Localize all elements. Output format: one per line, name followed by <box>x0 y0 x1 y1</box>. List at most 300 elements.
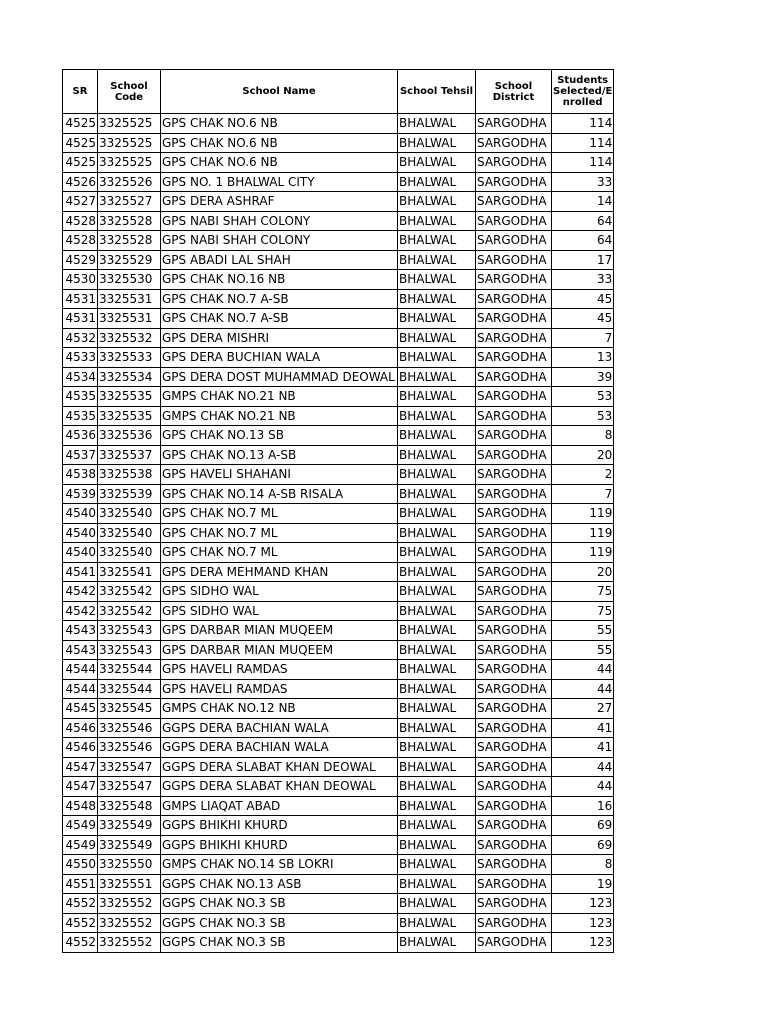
cell-sr: 4533 <box>63 348 98 368</box>
cell-school-tehsil: BHALWAL <box>398 582 476 602</box>
cell-students: 14 <box>552 192 614 212</box>
cell-school-tehsil: BHALWAL <box>398 640 476 660</box>
table-row <box>63 933 614 953</box>
cell-sr: 4540 <box>63 504 98 524</box>
cell-school-name: GPS CHAK NO.6 NB <box>161 114 398 134</box>
cell-students: 41 <box>552 738 614 758</box>
cell-school-tehsil: BHALWAL <box>398 504 476 524</box>
cell-school-name: GMPS CHAK NO.21 NB <box>161 387 398 407</box>
cell-students: 119 <box>552 504 614 524</box>
cell-school-tehsil: BHALWAL <box>398 718 476 738</box>
cell-school-code: 3325547 <box>98 757 161 777</box>
cell-sr: 4550 <box>63 855 98 875</box>
cell-school-district: SARGODHA <box>476 231 552 251</box>
cell-students: 45 <box>552 309 614 329</box>
cell-sr: 4536 <box>63 426 98 446</box>
cell-sr: 4542 <box>63 601 98 621</box>
cell-sr: 4544 <box>63 660 98 680</box>
cell-school-name: GPS CHAK NO.7 A-SB <box>161 309 398 329</box>
cell-sr: 4546 <box>63 718 98 738</box>
table-row <box>63 309 614 329</box>
cell-school-code: 3325542 <box>98 601 161 621</box>
cell-school-district: SARGODHA <box>476 640 552 660</box>
table-row <box>63 718 614 738</box>
cell-students: 33 <box>552 270 614 290</box>
cell-school-tehsil: BHALWAL <box>398 192 476 212</box>
cell-school-code: 3325540 <box>98 523 161 543</box>
cell-sr: 4539 <box>63 484 98 504</box>
cell-sr: 4530 <box>63 270 98 290</box>
cell-students: 44 <box>552 777 614 797</box>
cell-students: 69 <box>552 816 614 836</box>
cell-school-code: 3325533 <box>98 348 161 368</box>
cell-school-tehsil: BHALWAL <box>398 484 476 504</box>
cell-students: 123 <box>552 913 614 933</box>
cell-students: 123 <box>552 894 614 914</box>
cell-school-tehsil: BHALWAL <box>398 816 476 836</box>
cell-school-district: SARGODHA <box>476 406 552 426</box>
cell-sr: 4548 <box>63 796 98 816</box>
cell-school-district: SARGODHA <box>476 855 552 875</box>
cell-students: 16 <box>552 796 614 816</box>
cell-school-name: GPS CHAK NO.14 A-SB RISALA <box>161 484 398 504</box>
cell-school-district: SARGODHA <box>476 582 552 602</box>
cell-school-code: 3325527 <box>98 192 161 212</box>
cell-school-district: SARGODHA <box>476 504 552 524</box>
cell-students: 13 <box>552 348 614 368</box>
cell-school-code: 3325539 <box>98 484 161 504</box>
cell-school-name: GPS CHAK NO.6 NB <box>161 133 398 153</box>
cell-school-name: GPS CHAK NO.7 ML <box>161 504 398 524</box>
table-row <box>63 192 614 212</box>
table-row <box>63 114 614 134</box>
cell-school-name: GMPS LIAQAT ABAD <box>161 796 398 816</box>
table-row <box>63 816 614 836</box>
cell-sr: 4543 <box>63 621 98 641</box>
cell-school-code: 3325531 <box>98 309 161 329</box>
cell-students: 75 <box>552 582 614 602</box>
schools-table <box>62 69 614 953</box>
table-row <box>63 699 614 719</box>
cell-school-name: GPS DERA ASHRAF <box>161 192 398 212</box>
cell-school-tehsil: BHALWAL <box>398 133 476 153</box>
cell-school-district: SARGODHA <box>476 933 552 953</box>
cell-students: 44 <box>552 679 614 699</box>
cell-school-code: 3325535 <box>98 406 161 426</box>
table-row <box>63 211 614 231</box>
cell-school-code: 3325537 <box>98 445 161 465</box>
cell-school-name: GPS DERA DOST MUHAMMAD DEOWAL <box>161 367 398 387</box>
table-row <box>63 660 614 680</box>
table-row <box>63 465 614 485</box>
cell-students: 55 <box>552 621 614 641</box>
table-header <box>63 70 614 114</box>
cell-school-tehsil: BHALWAL <box>398 231 476 251</box>
cell-school-code: 3325525 <box>98 153 161 173</box>
cell-sr: 4544 <box>63 679 98 699</box>
cell-school-tehsil: BHALWAL <box>398 114 476 134</box>
cell-school-district: SARGODHA <box>476 309 552 329</box>
cell-students: 123 <box>552 933 614 953</box>
cell-sr: 4526 <box>63 172 98 192</box>
cell-school-tehsil: BHALWAL <box>398 757 476 777</box>
cell-school-code: 3325543 <box>98 621 161 641</box>
table-row <box>63 406 614 426</box>
header-row <box>63 70 614 114</box>
table-row <box>63 445 614 465</box>
cell-school-code: 3325544 <box>98 679 161 699</box>
cell-school-name: GGPS BHIKHI KHURD <box>161 835 398 855</box>
cell-school-district: SARGODHA <box>476 796 552 816</box>
cell-sr: 4525 <box>63 133 98 153</box>
cell-students: 20 <box>552 562 614 582</box>
cell-school-district: SARGODHA <box>476 426 552 446</box>
cell-students: 17 <box>552 250 614 270</box>
cell-school-district: SARGODHA <box>476 562 552 582</box>
header-school-name: School Name <box>161 70 398 114</box>
cell-school-code: 3325552 <box>98 933 161 953</box>
cell-school-tehsil: BHALWAL <box>398 270 476 290</box>
cell-sr: 4525 <box>63 153 98 173</box>
table-row <box>63 348 614 368</box>
cell-students: 64 <box>552 211 614 231</box>
cell-school-tehsil: BHALWAL <box>398 601 476 621</box>
cell-school-name: GPS NABI SHAH COLONY <box>161 231 398 251</box>
cell-school-tehsil: BHALWAL <box>398 367 476 387</box>
cell-school-code: 3325545 <box>98 699 161 719</box>
cell-school-district: SARGODHA <box>476 328 552 348</box>
cell-sr: 4543 <box>63 640 98 660</box>
cell-school-tehsil: BHALWAL <box>398 621 476 641</box>
cell-school-district: SARGODHA <box>476 172 552 192</box>
cell-school-name: GMPS CHAK NO.14 SB LOKRI <box>161 855 398 875</box>
cell-students: 114 <box>552 153 614 173</box>
cell-school-district: SARGODHA <box>476 153 552 173</box>
cell-sr: 4531 <box>63 309 98 329</box>
cell-school-tehsil: BHALWAL <box>398 738 476 758</box>
cell-school-district: SARGODHA <box>476 192 552 212</box>
cell-school-district: SARGODHA <box>476 114 552 134</box>
cell-school-name: GGPS DERA SLABAT KHAN DEOWAL <box>161 777 398 797</box>
cell-school-tehsil: BHALWAL <box>398 835 476 855</box>
table-row <box>63 835 614 855</box>
cell-school-name: GPS SIDHO WAL <box>161 601 398 621</box>
cell-school-district: SARGODHA <box>476 387 552 407</box>
cell-school-name: GGPS DERA SLABAT KHAN DEOWAL <box>161 757 398 777</box>
cell-sr: 4529 <box>63 250 98 270</box>
cell-school-tehsil: BHALWAL <box>398 777 476 797</box>
cell-school-code: 3325532 <box>98 328 161 348</box>
cell-sr: 4552 <box>63 913 98 933</box>
cell-school-name: GGPS CHAK NO.3 SB <box>161 913 398 933</box>
cell-school-district: SARGODHA <box>476 679 552 699</box>
cell-school-tehsil: BHALWAL <box>398 660 476 680</box>
table-row <box>63 582 614 602</box>
cell-school-tehsil: BHALWAL <box>398 543 476 563</box>
cell-school-district: SARGODHA <box>476 133 552 153</box>
cell-school-code: 3325549 <box>98 835 161 855</box>
cell-students: 20 <box>552 445 614 465</box>
cell-school-district: SARGODHA <box>476 543 552 563</box>
cell-school-name: GMPS CHAK NO.21 NB <box>161 406 398 426</box>
cell-school-name: GPS CHAK NO.7 A-SB <box>161 289 398 309</box>
table-row <box>63 757 614 777</box>
cell-students: 7 <box>552 484 614 504</box>
cell-students: 114 <box>552 133 614 153</box>
cell-students: 8 <box>552 426 614 446</box>
cell-school-district: SARGODHA <box>476 738 552 758</box>
cell-school-tehsil: BHALWAL <box>398 426 476 446</box>
cell-school-district: SARGODHA <box>476 894 552 914</box>
table-row <box>63 894 614 914</box>
cell-sr: 4549 <box>63 816 98 836</box>
cell-school-tehsil: BHALWAL <box>398 153 476 173</box>
header-school-district: School District <box>476 70 552 114</box>
cell-school-name: GGPS BHIKHI KHURD <box>161 816 398 836</box>
cell-school-name: GPS NABI SHAH COLONY <box>161 211 398 231</box>
cell-sr: 4531 <box>63 289 98 309</box>
header-students: Students Selected/E nrolled <box>552 70 614 114</box>
table-row <box>63 426 614 446</box>
cell-sr: 4540 <box>63 523 98 543</box>
table-row <box>63 153 614 173</box>
cell-school-code: 3325546 <box>98 738 161 758</box>
cell-school-code: 3325547 <box>98 777 161 797</box>
cell-school-code: 3325525 <box>98 114 161 134</box>
cell-school-code: 3325549 <box>98 816 161 836</box>
cell-school-tehsil: BHALWAL <box>398 406 476 426</box>
cell-students: 39 <box>552 367 614 387</box>
cell-students: 64 <box>552 231 614 251</box>
cell-school-code: 3325542 <box>98 582 161 602</box>
cell-school-name: GPS CHAK NO.7 ML <box>161 543 398 563</box>
cell-school-tehsil: BHALWAL <box>398 894 476 914</box>
cell-school-code: 3325548 <box>98 796 161 816</box>
cell-school-name: GPS CHAK NO.13 SB <box>161 426 398 446</box>
cell-school-code: 3325546 <box>98 718 161 738</box>
table-row <box>63 289 614 309</box>
cell-school-code: 3325540 <box>98 543 161 563</box>
cell-sr: 4538 <box>63 465 98 485</box>
cell-school-code: 3325543 <box>98 640 161 660</box>
cell-sr: 4547 <box>63 757 98 777</box>
cell-school-code: 3325526 <box>98 172 161 192</box>
cell-school-district: SARGODHA <box>476 250 552 270</box>
cell-school-name: GPS CHAK NO.6 NB <box>161 153 398 173</box>
cell-sr: 4540 <box>63 543 98 563</box>
cell-school-name: GGPS CHAK NO.3 SB <box>161 894 398 914</box>
cell-sr: 4528 <box>63 231 98 251</box>
cell-school-district: SARGODHA <box>476 523 552 543</box>
cell-school-name: GGPS CHAK NO.13 ASB <box>161 874 398 894</box>
cell-students: 119 <box>552 543 614 563</box>
cell-school-name: GPS HAVELI SHAHANI <box>161 465 398 485</box>
cell-school-district: SARGODHA <box>476 913 552 933</box>
cell-school-name: GPS CHAK NO.7 ML <box>161 523 398 543</box>
table-body <box>63 114 614 953</box>
cell-students: 119 <box>552 523 614 543</box>
cell-school-district: SARGODHA <box>476 757 552 777</box>
cell-school-name: GPS ABADI LAL SHAH <box>161 250 398 270</box>
table-row <box>63 738 614 758</box>
cell-school-district: SARGODHA <box>476 348 552 368</box>
cell-students: 53 <box>552 406 614 426</box>
header-school-tehsil: School Tehsil <box>398 70 476 114</box>
cell-school-tehsil: BHALWAL <box>398 699 476 719</box>
cell-students: 33 <box>552 172 614 192</box>
cell-sr: 4528 <box>63 211 98 231</box>
cell-school-name: GPS DERA BUCHIAN WALA <box>161 348 398 368</box>
table-row <box>63 250 614 270</box>
cell-school-name: GPS DARBAR MIAN MUQEEM <box>161 621 398 641</box>
table-row <box>63 855 614 875</box>
cell-school-tehsil: BHALWAL <box>398 562 476 582</box>
table-row <box>63 562 614 582</box>
table-row <box>63 621 614 641</box>
cell-school-district: SARGODHA <box>476 777 552 797</box>
table-row <box>63 484 614 504</box>
cell-school-district: SARGODHA <box>476 445 552 465</box>
table-row <box>63 367 614 387</box>
table-row <box>63 640 614 660</box>
cell-school-name: GPS HAVELI RAMDAS <box>161 679 398 699</box>
cell-students: 8 <box>552 855 614 875</box>
cell-school-tehsil: BHALWAL <box>398 309 476 329</box>
cell-school-district: SARGODHA <box>476 211 552 231</box>
cell-sr: 4541 <box>63 562 98 582</box>
cell-school-code: 3325552 <box>98 913 161 933</box>
cell-sr: 4551 <box>63 874 98 894</box>
table-row <box>63 328 614 348</box>
cell-school-tehsil: BHALWAL <box>398 387 476 407</box>
cell-school-code: 3325538 <box>98 465 161 485</box>
cell-school-code: 3325552 <box>98 894 161 914</box>
cell-school-tehsil: BHALWAL <box>398 289 476 309</box>
header-school-code: School Code <box>98 70 161 114</box>
cell-school-name: GPS DERA MISHRI <box>161 328 398 348</box>
cell-school-name: GGPS DERA BACHIAN WALA <box>161 738 398 758</box>
cell-school-name: GMPS CHAK NO.12 NB <box>161 699 398 719</box>
cell-school-code: 3325550 <box>98 855 161 875</box>
cell-sr: 4546 <box>63 738 98 758</box>
table-row <box>63 387 614 407</box>
cell-sr: 4537 <box>63 445 98 465</box>
table-row <box>63 601 614 621</box>
table-row <box>63 913 614 933</box>
cell-students: 19 <box>552 874 614 894</box>
cell-school-name: GPS CHAK NO.16 NB <box>161 270 398 290</box>
cell-school-tehsil: BHALWAL <box>398 874 476 894</box>
cell-school-tehsil: BHALWAL <box>398 445 476 465</box>
cell-school-name: GPS CHAK NO.13 A-SB <box>161 445 398 465</box>
cell-school-district: SARGODHA <box>476 484 552 504</box>
cell-students: 75 <box>552 601 614 621</box>
cell-school-district: SARGODHA <box>476 289 552 309</box>
cell-school-code: 3325541 <box>98 562 161 582</box>
table-row <box>63 796 614 816</box>
cell-students: 27 <box>552 699 614 719</box>
cell-sr: 4532 <box>63 328 98 348</box>
cell-school-name: GPS HAVELI RAMDAS <box>161 660 398 680</box>
cell-school-district: SARGODHA <box>476 874 552 894</box>
cell-school-district: SARGODHA <box>476 367 552 387</box>
cell-sr: 4552 <box>63 933 98 953</box>
cell-sr: 4525 <box>63 114 98 134</box>
cell-school-tehsil: BHALWAL <box>398 679 476 699</box>
cell-students: 7 <box>552 328 614 348</box>
cell-school-tehsil: BHALWAL <box>398 933 476 953</box>
cell-sr: 4542 <box>63 582 98 602</box>
table-row <box>63 270 614 290</box>
cell-school-code: 3325534 <box>98 367 161 387</box>
cell-school-tehsil: BHALWAL <box>398 913 476 933</box>
cell-students: 53 <box>552 387 614 407</box>
cell-school-district: SARGODHA <box>476 835 552 855</box>
cell-students: 2 <box>552 465 614 485</box>
cell-school-name: GGPS CHAK NO.3 SB <box>161 933 398 953</box>
table-row <box>63 523 614 543</box>
cell-school-code: 3325530 <box>98 270 161 290</box>
table-row <box>63 777 614 797</box>
cell-school-district: SARGODHA <box>476 660 552 680</box>
cell-school-district: SARGODHA <box>476 465 552 485</box>
table-row <box>63 543 614 563</box>
table-row <box>63 679 614 699</box>
cell-school-code: 3325544 <box>98 660 161 680</box>
cell-students: 41 <box>552 718 614 738</box>
cell-school-name: GPS SIDHO WAL <box>161 582 398 602</box>
cell-students: 45 <box>552 289 614 309</box>
cell-school-tehsil: BHALWAL <box>398 465 476 485</box>
cell-school-tehsil: BHALWAL <box>398 250 476 270</box>
cell-school-district: SARGODHA <box>476 270 552 290</box>
cell-school-district: SARGODHA <box>476 621 552 641</box>
cell-school-tehsil: BHALWAL <box>398 523 476 543</box>
cell-school-district: SARGODHA <box>476 601 552 621</box>
cell-school-district: SARGODHA <box>476 718 552 738</box>
table-row <box>63 172 614 192</box>
cell-students: 69 <box>552 835 614 855</box>
table-row <box>63 133 614 153</box>
cell-school-name: GGPS DERA BACHIAN WALA <box>161 718 398 738</box>
cell-sr: 4534 <box>63 367 98 387</box>
cell-students: 114 <box>552 114 614 134</box>
cell-students: 44 <box>552 660 614 680</box>
cell-school-district: SARGODHA <box>476 816 552 836</box>
cell-school-name: GPS DERA MEHMAND KHAN <box>161 562 398 582</box>
cell-school-tehsil: BHALWAL <box>398 328 476 348</box>
cell-sr: 4549 <box>63 835 98 855</box>
cell-students: 44 <box>552 757 614 777</box>
cell-school-tehsil: BHALWAL <box>398 211 476 231</box>
cell-sr: 4547 <box>63 777 98 797</box>
cell-sr: 4552 <box>63 894 98 914</box>
table-row <box>63 231 614 251</box>
cell-school-code: 3325540 <box>98 504 161 524</box>
header-sr: SR <box>63 70 98 114</box>
cell-school-district: SARGODHA <box>476 699 552 719</box>
cell-school-name: GPS DARBAR MIAN MUQEEM <box>161 640 398 660</box>
cell-students: 55 <box>552 640 614 660</box>
table-row <box>63 874 614 894</box>
cell-school-code: 3325535 <box>98 387 161 407</box>
cell-school-code: 3325528 <box>98 211 161 231</box>
cell-school-tehsil: BHALWAL <box>398 796 476 816</box>
cell-sr: 4527 <box>63 192 98 212</box>
cell-sr: 4535 <box>63 406 98 426</box>
cell-sr: 4535 <box>63 387 98 407</box>
cell-school-code: 3325528 <box>98 231 161 251</box>
